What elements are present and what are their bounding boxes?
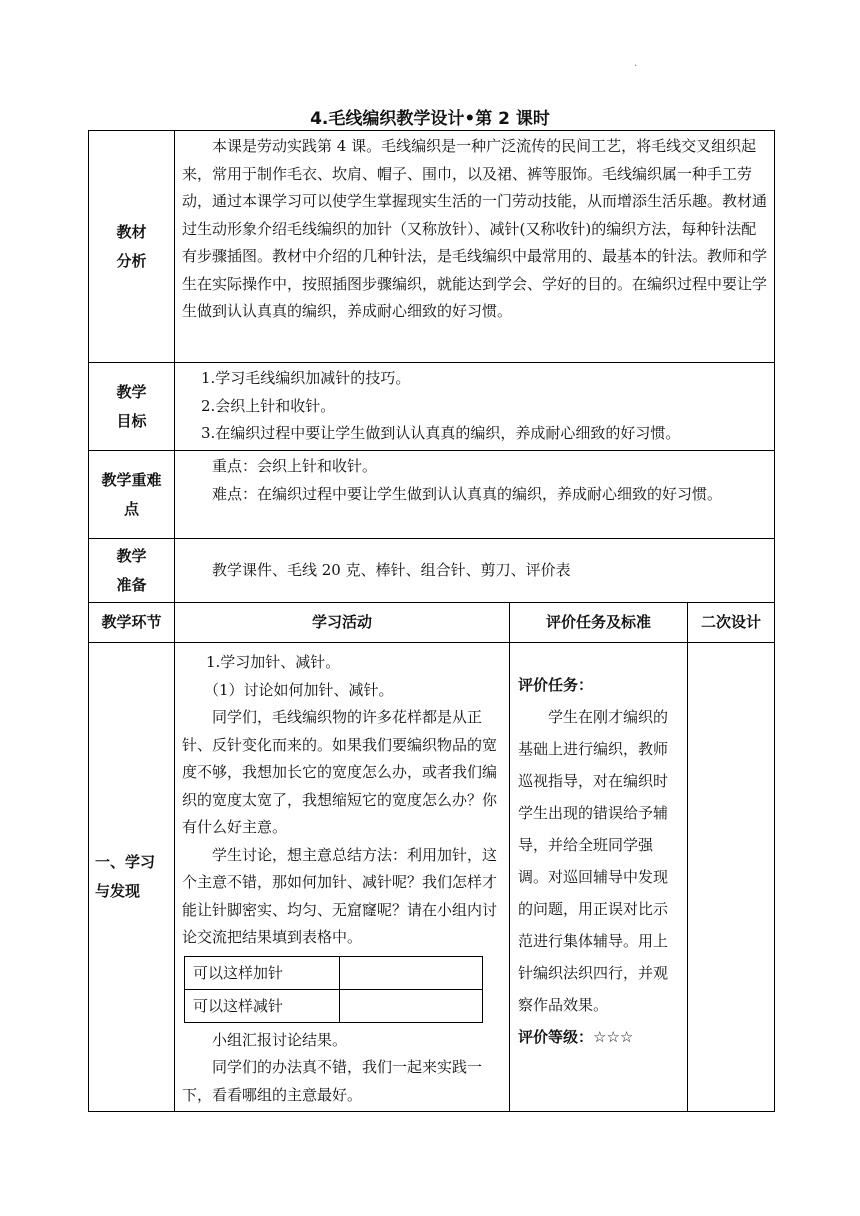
goal-item: 1.学习毛线编织加减针的技巧。 <box>201 369 411 387</box>
discussion-row <box>185 956 483 989</box>
evaluation-grade-label: 评价等级： <box>518 1028 594 1046</box>
materials-text: 本课是劳动实践第 4 课。毛线编织是一种广泛流传的民间工艺，将毛线交叉组织起来，常用于制作毛衣、坎肩、帽子、围巾，以及裙、裤等服饰。毛线编织属一种手工劳动，通过本课学习可以使学生掌握现实生活的一门劳动技能，从而增添生活乐趣。教材通过生动形象介绍毛线编织的加针（又称放针）、减针(又称收针)的编织方法，每种针法配有步骤插图。教材中介绍的几种针法，是毛线编织中最常用的、最基本的针法。教师和学生在实际操作中，按照插图步骤编织，就能达到学会、学好的目的。在编织过程中要让学生做到认认真真的编织，养成耐心细致的好习惯。 <box>182 137 768 320</box>
page-title: 4.毛线编织教学设计•第 2 课时 <box>310 109 550 129</box>
discussion-answer[interactable] <box>340 989 483 1022</box>
label-key-points: 教学重难 点 <box>89 451 175 539</box>
header-redesign: 二次设计 <box>688 603 775 643</box>
discussion-row <box>185 989 483 1022</box>
goal-item: 2.会织上针和收针。 <box>201 396 336 415</box>
preparation <box>175 539 775 603</box>
lesson-plan-table <box>88 130 775 1112</box>
section-1-activity <box>175 643 510 1112</box>
section-1-redesign[interactable] <box>688 643 775 1112</box>
row-preparation <box>89 539 775 603</box>
label-goals: 教学 目标 <box>89 363 175 451</box>
activity-para: 学生讨论，想主意总结方法：利用加针，这个主意不错，那如何加针、减针呢？我们怎样才能让针脚密实、均匀、无窟窿呢？请在小组内讨论交流把结果填到表格中。 <box>182 845 498 946</box>
key-points <box>175 451 775 539</box>
row-key-points <box>89 451 775 539</box>
evaluation-grade <box>518 1021 681 1053</box>
row-goals <box>89 363 775 451</box>
header-evaluation: 评价任务及标准 <box>510 603 688 643</box>
activity-para: 小组汇报讨论结果。 <box>212 1030 348 1049</box>
label-materials: 教材 分析 <box>89 131 175 363</box>
header-activity: 学习活动 <box>175 603 510 643</box>
preparation-text: 教学课件、毛线 20 克、棒针、组合针、剪刀、评价表 <box>212 560 571 579</box>
section-1-label: 一、学习 与发现 <box>89 643 175 1112</box>
goal-item: 3.在编织过程中要让学生做到认认真真的编织，养成耐心细致的好习惯。 <box>201 424 681 442</box>
discussion-label: 可以这样加针 <box>185 956 340 989</box>
materials-analysis <box>175 131 775 363</box>
activity-sub: （1）讨论如何加针、减针。 <box>204 680 394 699</box>
star-rating-icon: ☆☆☆ <box>593 1028 634 1046</box>
difficulty-text: 难点：在编织过程中要让学生做到认认真真的编织，养成耐心细致的好习惯。 <box>212 484 723 503</box>
label-preparation: 教学 准备 <box>89 539 175 603</box>
row-materials <box>89 131 775 363</box>
section-1-evaluation <box>510 643 688 1112</box>
discussion-answer[interactable] <box>340 956 483 989</box>
activity-para: 同学们，毛线编织物的许多花样都是从正针、反针变化而来的。如果我们要编织物品的宽度不够，我想加长它的宽度怎么办，或者我们编织的宽度太宽了，我想缩短它的宽度怎么办？你有什么好主意。 <box>182 708 498 836</box>
discussion-label: 可以这样减针 <box>185 989 340 1022</box>
goals-list <box>175 363 775 451</box>
row-headers <box>89 603 775 643</box>
evaluation-task-text: 学生在刚才编织的基础上进行编织，教师巡视指导，对在编织时学生出现的错误给予辅导，并给全班同学强调。对巡回辅导中发现的问题，用正误对比示范进行集体辅导。用上针编织法织四行，并观察作品效果。 <box>518 708 669 1014</box>
discussion-table <box>184 956 483 1023</box>
focus-text: 重点：会织上针和收针。 <box>212 457 378 475</box>
activity-para: 同学们的办法真不错，我们一起来实践一下，看看哪组的主意最好。 <box>182 1058 483 1104</box>
corner-mark: . <box>634 58 638 69</box>
evaluation-task-label: 评价任务： <box>518 676 594 694</box>
row-section-1 <box>89 643 775 1112</box>
activity-step: 1.学习加针、减针。 <box>206 653 341 671</box>
header-stage: 教学环节 <box>89 603 175 643</box>
